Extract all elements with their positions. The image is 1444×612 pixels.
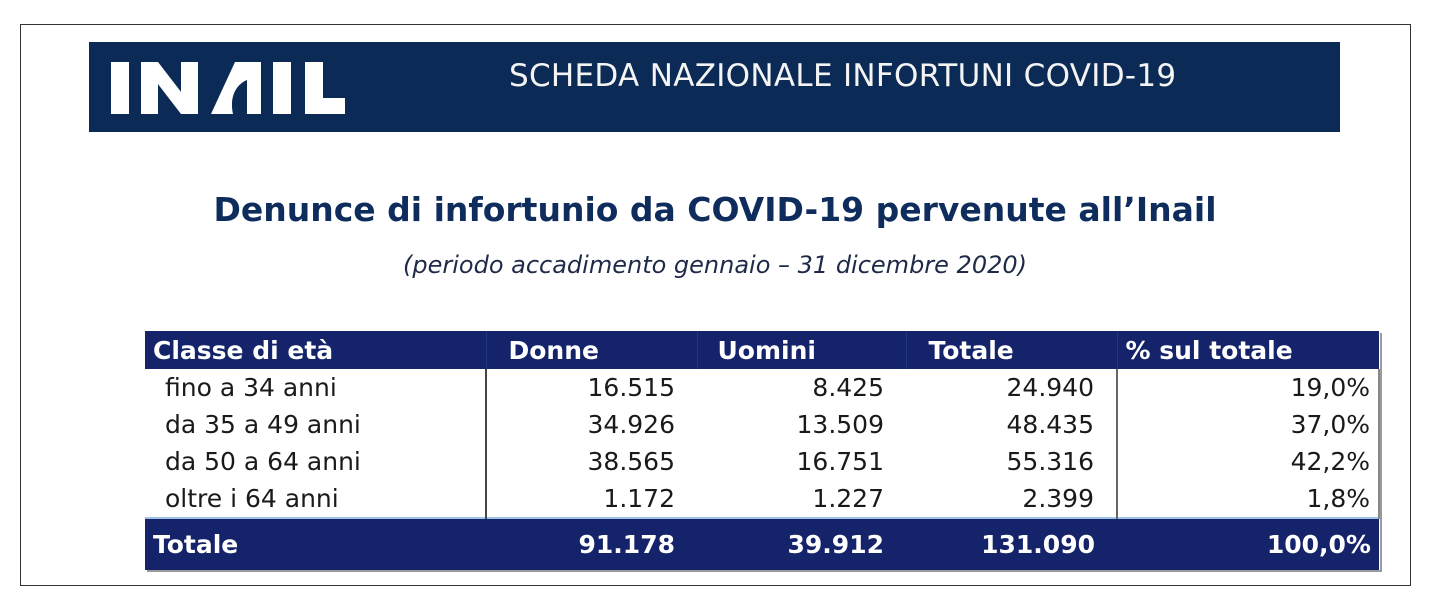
women-cell: 1.172	[486, 480, 697, 518]
age-class-cell: da 35 a 49 anni	[145, 406, 486, 443]
column-header-age-class: Classe di età	[145, 331, 486, 369]
age-class-table	[145, 331, 1380, 570]
age-class-cell: oltre i 64 anni	[145, 480, 486, 518]
women-total: 91.178	[486, 518, 697, 570]
men-cell: 13.509	[697, 406, 906, 443]
total-cell: 24.940	[906, 369, 1117, 406]
men-total: 39.912	[697, 518, 906, 570]
table-row	[145, 369, 1379, 406]
column-header-men: Uomini	[697, 331, 906, 369]
banner-title: SCHEDA NAZIONALE INFORTUNI COVID-19	[509, 58, 1177, 94]
header-banner	[89, 42, 1340, 132]
percent-total: 100,0%	[1117, 518, 1379, 570]
age-class-cell: fino a 34 anni	[145, 369, 486, 406]
women-cell: 34.926	[486, 406, 697, 443]
men-cell: 1.227	[697, 480, 906, 518]
age-class-cell: da 50 a 64 anni	[145, 443, 486, 480]
men-cell: 16.751	[697, 443, 906, 480]
table-row	[145, 443, 1379, 480]
inail-logo-icon	[111, 60, 371, 116]
grand-total: 131.090	[906, 518, 1117, 570]
column-header-total: Totale	[906, 331, 1117, 369]
total-cell: 2.399	[906, 480, 1117, 518]
table-header-row	[145, 331, 1379, 369]
table-total-row	[145, 518, 1379, 570]
percent-cell: 37,0%	[1117, 406, 1379, 443]
percent-cell: 19,0%	[1117, 369, 1379, 406]
total-cell: 48.435	[906, 406, 1117, 443]
women-cell: 38.565	[486, 443, 697, 480]
column-header-percent: % sul totale	[1117, 331, 1379, 369]
column-header-women: Donne	[486, 331, 697, 369]
table-row	[145, 480, 1379, 518]
women-cell: 16.515	[486, 369, 697, 406]
men-cell: 8.425	[697, 369, 906, 406]
percent-cell: 42,2%	[1117, 443, 1379, 480]
page-title: Denunce di infortunio da COVID-19 pervenute all’Inail	[213, 190, 1217, 229]
period-subtitle: (periodo accadimento gennaio – 31 dicembre 2020)	[403, 251, 1027, 279]
total-cell: 55.316	[906, 443, 1117, 480]
total-label: Totale	[145, 518, 486, 570]
percent-cell: 1,8%	[1117, 480, 1379, 518]
table-row	[145, 406, 1379, 443]
